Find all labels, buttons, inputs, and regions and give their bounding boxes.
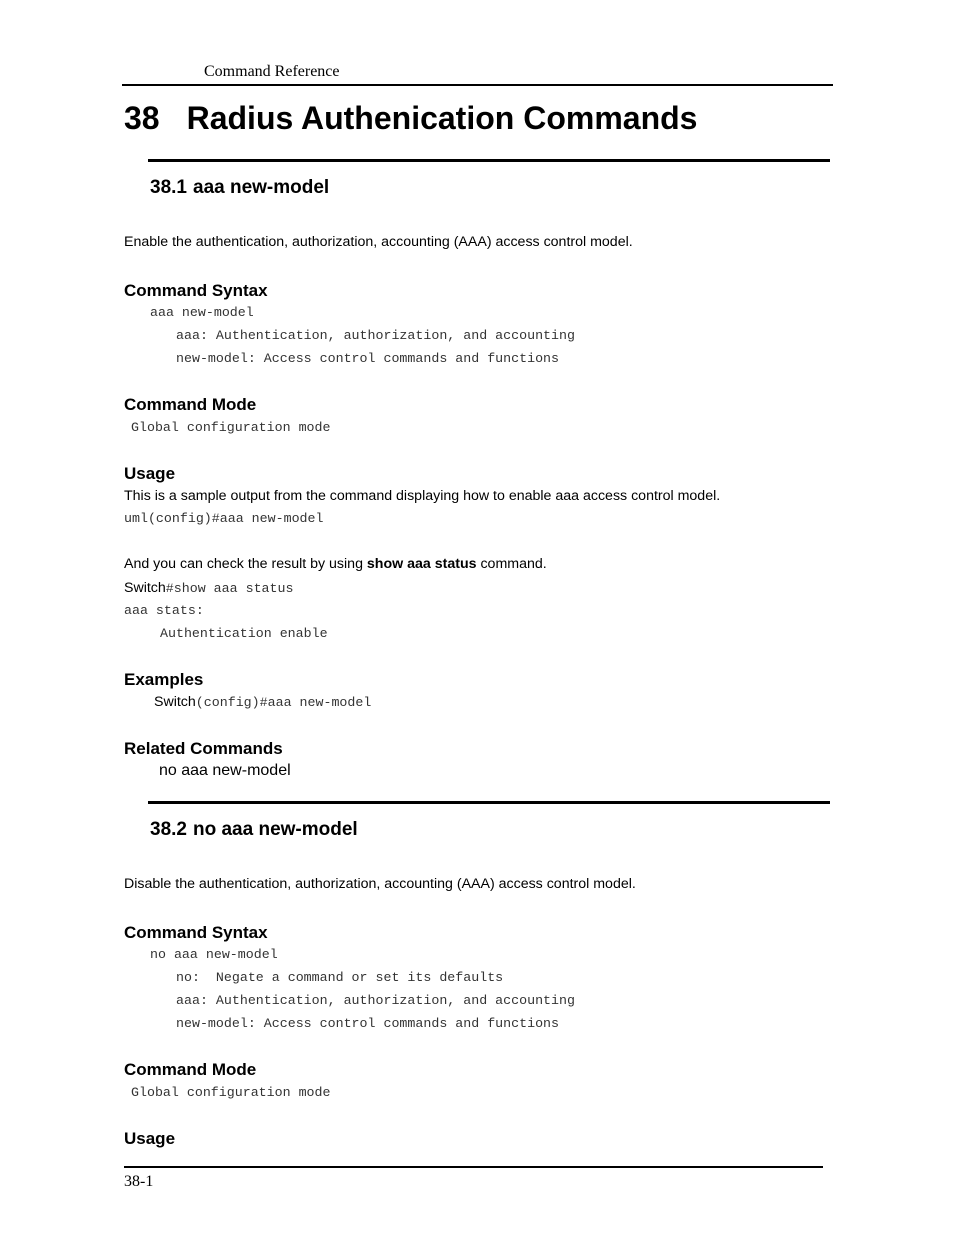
syntax-line: aaa new-model — [150, 305, 254, 320]
output-line-3: Authentication enable — [160, 626, 328, 641]
section-number: 38.1 — [150, 177, 187, 198]
section-description: Enable the authentication, authorization, accounting (AAA) access control model. — [124, 234, 633, 250]
running-header: Command Reference — [204, 63, 340, 80]
mode-heading: Command Mode — [124, 395, 257, 414]
syntax-param: new-model: Access control commands and functions — [176, 1016, 560, 1031]
syntax-param: new-model: Access control commands and functions — [176, 351, 560, 366]
example-command: (config)#aaa new-model — [195, 695, 372, 710]
syntax-heading: Command Syntax — [124, 281, 268, 300]
output-line-1 — [124, 579, 293, 597]
syntax-param: aaa: Authentication, authorization, and accounting — [176, 328, 575, 343]
output-prompt: Switch — [124, 580, 166, 596]
section-number: 38.2 — [150, 819, 187, 840]
chapter-number: 38 — [124, 100, 160, 136]
page-number: 38-1 — [124, 1173, 154, 1190]
section-rule — [148, 159, 830, 162]
usage-heading: Usage — [124, 1129, 176, 1148]
syntax-line: no aaa new-model — [150, 947, 278, 962]
check-command: show aaa status — [366, 556, 477, 572]
mode-value: Global configuration mode — [131, 420, 331, 435]
related-command: no aaa new-model — [159, 762, 291, 779]
usage-heading: Usage — [124, 464, 176, 483]
example-prompt: Switch — [154, 694, 196, 710]
output-line-2: aaa stats: — [124, 603, 204, 618]
section-heading-38-2 — [150, 819, 358, 841]
output-command: #show aaa status — [165, 581, 294, 596]
mode-heading: Command Mode — [124, 1060, 257, 1079]
chapter-title-text: Radius Authenication Commands — [186, 100, 698, 136]
check-post: command. — [476, 556, 547, 572]
usage-command: uml(config)#aaa new-model — [124, 511, 324, 526]
section-title: aaa new-model — [193, 177, 330, 198]
example-line — [154, 693, 371, 711]
section-rule — [148, 801, 830, 804]
check-pre: And you can check the result by using — [124, 556, 367, 572]
usage-text: This is a sample output from the command displaying how to enable aaa access control model. — [124, 488, 721, 504]
header-rule — [122, 84, 833, 86]
section-description: Disable the authentication, authorization, accounting (AAA) access control model. — [124, 876, 636, 892]
syntax-heading: Command Syntax — [124, 923, 268, 942]
section-heading-38-1 — [150, 177, 329, 199]
examples-heading: Examples — [124, 670, 204, 689]
mode-value: Global configuration mode — [131, 1085, 331, 1100]
syntax-param: no: Negate a command or set its defaults — [176, 970, 504, 985]
syntax-param: aaa: Authentication, authorization, and accounting — [176, 993, 575, 1008]
check-sentence — [124, 556, 547, 572]
footer-rule — [124, 1166, 823, 1168]
related-heading: Related Commands — [124, 739, 283, 758]
chapter-title — [124, 100, 697, 137]
section-title: no aaa new-model — [193, 819, 358, 840]
